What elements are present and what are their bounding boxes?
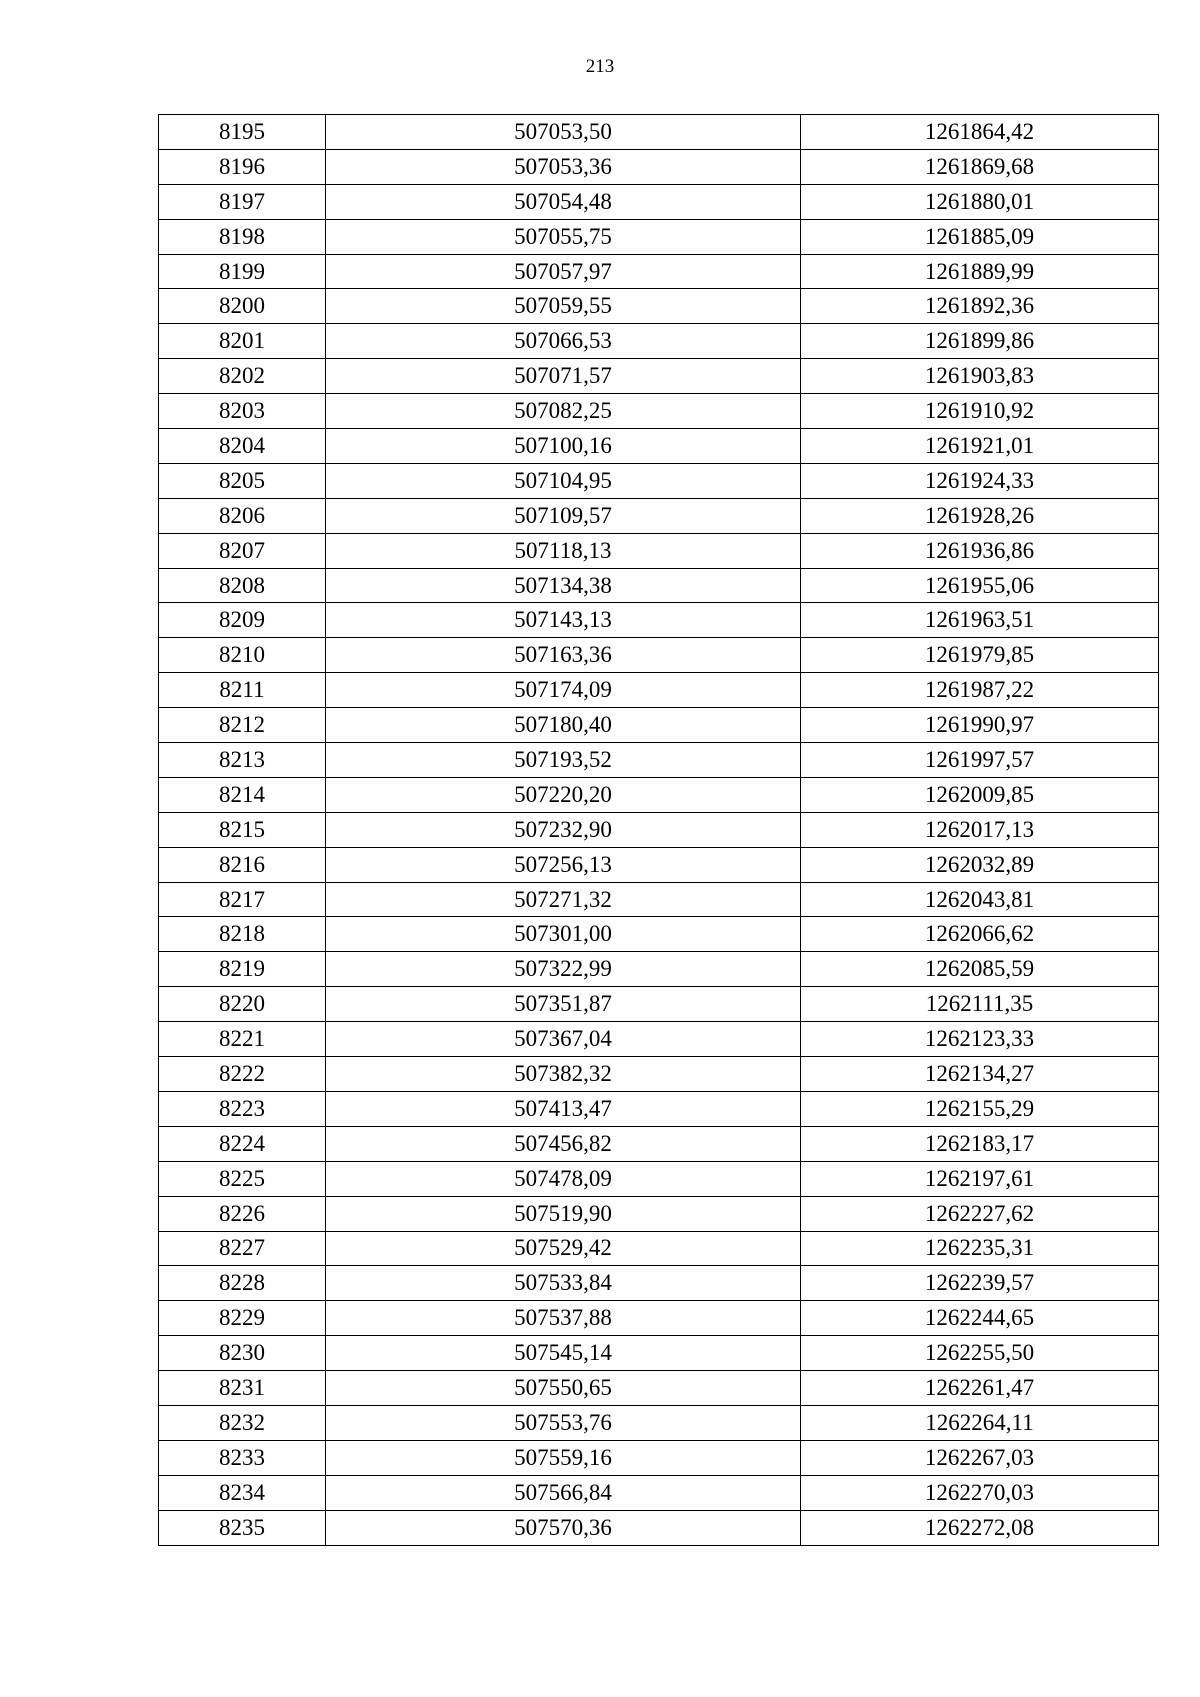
point-number-cell: 8219 — [159, 952, 326, 987]
x-coordinate-cell: 507456,82 — [326, 1126, 801, 1161]
x-coordinate-cell: 507570,36 — [326, 1510, 801, 1545]
table-row — [159, 429, 1159, 464]
point-number-cell: 8223 — [159, 1091, 326, 1126]
point-number-cell: 8198 — [159, 219, 326, 254]
y-coordinate-cell: 1262272,08 — [801, 1510, 1159, 1545]
point-number-cell: 8205 — [159, 463, 326, 498]
table-row — [159, 498, 1159, 533]
point-number-cell: 8224 — [159, 1126, 326, 1161]
x-coordinate-cell: 507071,57 — [326, 359, 801, 394]
table-row — [159, 1510, 1159, 1545]
point-number-cell: 8202 — [159, 359, 326, 394]
x-coordinate-cell: 507519,90 — [326, 1196, 801, 1231]
point-number-cell: 8201 — [159, 324, 326, 359]
y-coordinate-cell: 1262267,03 — [801, 1440, 1159, 1475]
y-coordinate-cell: 1262264,11 — [801, 1405, 1159, 1440]
table-row — [159, 1301, 1159, 1336]
x-coordinate-cell: 507174,09 — [326, 673, 801, 708]
point-number-cell: 8215 — [159, 812, 326, 847]
table-row — [159, 115, 1159, 150]
table-row — [159, 708, 1159, 743]
y-coordinate-cell: 1261910,92 — [801, 394, 1159, 429]
y-coordinate-cell: 1261928,26 — [801, 498, 1159, 533]
point-number-cell: 8232 — [159, 1405, 326, 1440]
table-row — [159, 1266, 1159, 1301]
x-coordinate-cell: 507220,20 — [326, 777, 801, 812]
x-coordinate-cell: 507478,09 — [326, 1161, 801, 1196]
coordinates-table — [158, 114, 1159, 1546]
point-number-cell: 8214 — [159, 777, 326, 812]
y-coordinate-cell: 1261889,99 — [801, 254, 1159, 289]
table-row — [159, 777, 1159, 812]
table-row — [159, 1371, 1159, 1406]
point-number-cell: 8197 — [159, 184, 326, 219]
point-number-cell: 8213 — [159, 743, 326, 778]
x-coordinate-cell: 507301,00 — [326, 917, 801, 952]
point-number-cell: 8235 — [159, 1510, 326, 1545]
x-coordinate-cell: 507057,97 — [326, 254, 801, 289]
table-row — [159, 1440, 1159, 1475]
point-number-cell: 8196 — [159, 149, 326, 184]
y-coordinate-cell: 1261899,86 — [801, 324, 1159, 359]
table-row — [159, 673, 1159, 708]
y-coordinate-cell: 1261869,68 — [801, 149, 1159, 184]
coordinates-table-body — [159, 115, 1159, 1546]
y-coordinate-cell: 1262009,85 — [801, 777, 1159, 812]
x-coordinate-cell: 507271,32 — [326, 882, 801, 917]
y-coordinate-cell: 1261955,06 — [801, 568, 1159, 603]
y-coordinate-cell: 1262270,03 — [801, 1475, 1159, 1510]
table-row — [159, 1475, 1159, 1510]
y-coordinate-cell: 1261979,85 — [801, 638, 1159, 673]
y-coordinate-cell: 1262255,50 — [801, 1336, 1159, 1371]
x-coordinate-cell: 507232,90 — [326, 812, 801, 847]
table-row — [159, 812, 1159, 847]
point-number-cell: 8209 — [159, 603, 326, 638]
y-coordinate-cell: 1261963,51 — [801, 603, 1159, 638]
point-number-cell: 8212 — [159, 708, 326, 743]
x-coordinate-cell: 507322,99 — [326, 952, 801, 987]
x-coordinate-cell: 507553,76 — [326, 1405, 801, 1440]
table-row — [159, 533, 1159, 568]
y-coordinate-cell: 1262244,65 — [801, 1301, 1159, 1336]
table-row — [159, 638, 1159, 673]
x-coordinate-cell: 507382,32 — [326, 1057, 801, 1092]
point-number-cell: 8208 — [159, 568, 326, 603]
table-row — [159, 917, 1159, 952]
table-row — [159, 743, 1159, 778]
x-coordinate-cell: 507118,13 — [326, 533, 801, 568]
table-row — [159, 847, 1159, 882]
y-coordinate-cell: 1262043,81 — [801, 882, 1159, 917]
y-coordinate-cell: 1261990,97 — [801, 708, 1159, 743]
y-coordinate-cell: 1262235,31 — [801, 1231, 1159, 1266]
point-number-cell: 8234 — [159, 1475, 326, 1510]
point-number-cell: 8229 — [159, 1301, 326, 1336]
table-row — [159, 1022, 1159, 1057]
table-row — [159, 254, 1159, 289]
x-coordinate-cell: 507066,53 — [326, 324, 801, 359]
table-row — [159, 394, 1159, 429]
point-number-cell: 8225 — [159, 1161, 326, 1196]
point-number-cell: 8206 — [159, 498, 326, 533]
x-coordinate-cell: 507104,95 — [326, 463, 801, 498]
table-row — [159, 324, 1159, 359]
y-coordinate-cell: 1262066,62 — [801, 917, 1159, 952]
x-coordinate-cell: 507109,57 — [326, 498, 801, 533]
y-coordinate-cell: 1261997,57 — [801, 743, 1159, 778]
x-coordinate-cell: 507545,14 — [326, 1336, 801, 1371]
point-number-cell: 8221 — [159, 1022, 326, 1057]
point-number-cell: 8204 — [159, 429, 326, 464]
y-coordinate-cell: 1261892,36 — [801, 289, 1159, 324]
y-coordinate-cell: 1262111,35 — [801, 987, 1159, 1022]
table-row — [159, 1057, 1159, 1092]
x-coordinate-cell: 507053,50 — [326, 115, 801, 150]
point-number-cell: 8216 — [159, 847, 326, 882]
x-coordinate-cell: 507559,16 — [326, 1440, 801, 1475]
y-coordinate-cell: 1262239,57 — [801, 1266, 1159, 1301]
y-coordinate-cell: 1261880,01 — [801, 184, 1159, 219]
y-coordinate-cell: 1261924,33 — [801, 463, 1159, 498]
x-coordinate-cell: 507054,48 — [326, 184, 801, 219]
x-coordinate-cell: 507537,88 — [326, 1301, 801, 1336]
point-number-cell: 8207 — [159, 533, 326, 568]
y-coordinate-cell: 1261864,42 — [801, 115, 1159, 150]
point-number-cell: 8210 — [159, 638, 326, 673]
y-coordinate-cell: 1261903,83 — [801, 359, 1159, 394]
table-row — [159, 1196, 1159, 1231]
point-number-cell: 8199 — [159, 254, 326, 289]
x-coordinate-cell: 507566,84 — [326, 1475, 801, 1510]
x-coordinate-cell: 507053,36 — [326, 149, 801, 184]
table-row — [159, 1405, 1159, 1440]
x-coordinate-cell: 507082,25 — [326, 394, 801, 429]
point-number-cell: 8217 — [159, 882, 326, 917]
x-coordinate-cell: 507180,40 — [326, 708, 801, 743]
x-coordinate-cell: 507529,42 — [326, 1231, 801, 1266]
table-row — [159, 603, 1159, 638]
point-number-cell: 8222 — [159, 1057, 326, 1092]
x-coordinate-cell: 507163,36 — [326, 638, 801, 673]
point-number-cell: 8231 — [159, 1371, 326, 1406]
x-coordinate-cell: 507134,38 — [326, 568, 801, 603]
table-row — [159, 1336, 1159, 1371]
point-number-cell: 8203 — [159, 394, 326, 429]
y-coordinate-cell: 1262261,47 — [801, 1371, 1159, 1406]
point-number-cell: 8233 — [159, 1440, 326, 1475]
y-coordinate-cell: 1261921,01 — [801, 429, 1159, 464]
table-row — [159, 289, 1159, 324]
table-row — [159, 149, 1159, 184]
table-row — [159, 987, 1159, 1022]
y-coordinate-cell: 1262227,62 — [801, 1196, 1159, 1231]
point-number-cell: 8228 — [159, 1266, 326, 1301]
point-number-cell: 8220 — [159, 987, 326, 1022]
y-coordinate-cell: 1262197,61 — [801, 1161, 1159, 1196]
point-number-cell: 8218 — [159, 917, 326, 952]
y-coordinate-cell: 1261936,86 — [801, 533, 1159, 568]
point-number-cell: 8226 — [159, 1196, 326, 1231]
y-coordinate-cell: 1261987,22 — [801, 673, 1159, 708]
point-number-cell: 8195 — [159, 115, 326, 150]
x-coordinate-cell: 507550,65 — [326, 1371, 801, 1406]
table-row — [159, 1231, 1159, 1266]
y-coordinate-cell: 1262155,29 — [801, 1091, 1159, 1126]
x-coordinate-cell: 507059,55 — [326, 289, 801, 324]
x-coordinate-cell: 507351,87 — [326, 987, 801, 1022]
table-row — [159, 882, 1159, 917]
x-coordinate-cell: 507367,04 — [326, 1022, 801, 1057]
table-row — [159, 219, 1159, 254]
y-coordinate-cell: 1262085,59 — [801, 952, 1159, 987]
x-coordinate-cell: 507055,75 — [326, 219, 801, 254]
table-row — [159, 359, 1159, 394]
point-number-cell: 8227 — [159, 1231, 326, 1266]
y-coordinate-cell: 1262032,89 — [801, 847, 1159, 882]
table-row — [159, 184, 1159, 219]
x-coordinate-cell: 507533,84 — [326, 1266, 801, 1301]
table-row — [159, 1091, 1159, 1126]
table-row — [159, 463, 1159, 498]
table-row — [159, 952, 1159, 987]
x-coordinate-cell: 507143,13 — [326, 603, 801, 638]
point-number-cell: 8200 — [159, 289, 326, 324]
x-coordinate-cell: 507256,13 — [326, 847, 801, 882]
x-coordinate-cell: 507413,47 — [326, 1091, 801, 1126]
table-row — [159, 568, 1159, 603]
x-coordinate-cell: 507100,16 — [326, 429, 801, 464]
x-coordinate-cell: 507193,52 — [326, 743, 801, 778]
point-number-cell: 8211 — [159, 673, 326, 708]
point-number-cell: 8230 — [159, 1336, 326, 1371]
y-coordinate-cell: 1262134,27 — [801, 1057, 1159, 1092]
y-coordinate-cell: 1261885,09 — [801, 219, 1159, 254]
y-coordinate-cell: 1262123,33 — [801, 1022, 1159, 1057]
table-row — [159, 1161, 1159, 1196]
y-coordinate-cell: 1262017,13 — [801, 812, 1159, 847]
y-coordinate-cell: 1262183,17 — [801, 1126, 1159, 1161]
page-number: 213 — [585, 56, 615, 77]
table-row — [159, 1126, 1159, 1161]
